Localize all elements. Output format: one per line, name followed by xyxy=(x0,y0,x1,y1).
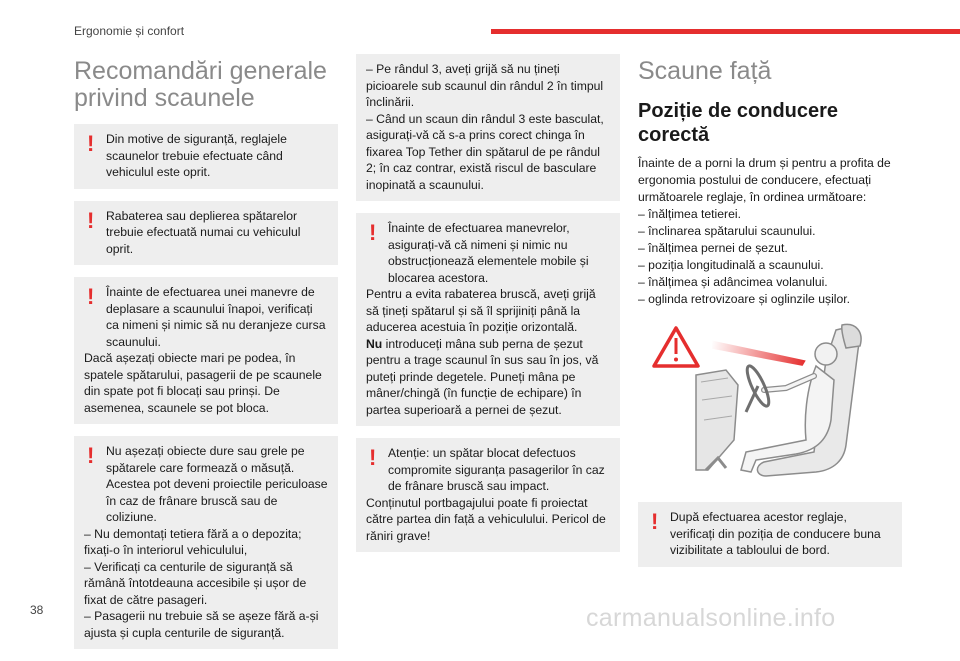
column-2 xyxy=(356,54,620,564)
intro-text: Înainte de a porni la drum și pentru a profita de ergonomia postului de conducere, efectuați următoarele reglaje, în ordinea următoare: xyxy=(638,156,891,204)
watermark: carmanualsonline.info xyxy=(586,604,836,632)
warning-text: După efectuarea acestor reglaje, verificați din poziția de conducere buna vizibilitate a tabloului de bord. xyxy=(670,510,881,557)
warning-triangle-icon xyxy=(654,328,698,366)
warning-box xyxy=(638,502,902,567)
warning-exclamation-icon: ! xyxy=(87,284,95,309)
warning-box xyxy=(356,213,620,426)
list-item: – înălțimea pernei de șezut. xyxy=(638,241,788,255)
warning-text: Înainte de efectuarea unei manevre de deplasare a scaunului înapoi, verificați ca nimeni și nimic să nu deranjeze cursa scaunului. xyxy=(106,285,326,349)
warning-exclamation-icon: ! xyxy=(369,220,377,245)
warning-box xyxy=(74,277,338,424)
list-item: – înclinarea spătarului scaunului. xyxy=(638,224,816,238)
header-accent-bar xyxy=(491,29,960,34)
warning-exclamation-icon: ! xyxy=(87,131,95,156)
list-item: – Când un scaun din rândul 3 este basculat, asigurați-vă că s-a prins corect chinga în fixarea Top Tether din spătarul de pe rândul 2; în caz contrar, există riscul de basculare inopinată a scaunului. xyxy=(366,111,604,192)
section-title-front-seats: Scaune față xyxy=(638,57,772,85)
warning-box xyxy=(356,438,620,552)
warning-exclamation-icon: ! xyxy=(369,445,377,470)
warning-text: Dacă așezați obiecte mari pe podea, în spatele spătarului, pasagerii de pe scaunele din spate pot fi blocați sau prinși. De asemenea, scaunele se pot bloca. xyxy=(84,351,322,415)
warning-exclamation-icon: ! xyxy=(651,509,659,534)
warning-text: Nu așezați obiecte dure sau grele pe spătarele care formează o măsuță. Acestea pot deveni proiectile periculoase în caz de frânare bruscă sau de coliziune. xyxy=(106,444,328,524)
bold-word: Nu xyxy=(366,336,383,351)
warning-box-continued xyxy=(356,54,620,201)
warning-text: Rabaterea sau deplierea spătarelor trebuie efectuată numai cu vehiculul oprit. xyxy=(106,208,301,256)
list-item: – Pasagerii nu trebuie să se așeze fără a-și ajusta și cupla centurile de siguranță. xyxy=(84,609,319,640)
section-title-general: Recomandări generale privind scaunele xyxy=(74,57,327,112)
list-item: – Verificați ca centurile de siguranță să rămână întotdeauna accesibile și ușor de fixat de către pasageri. xyxy=(84,559,307,607)
subsection-title: Poziție de conducere corectă xyxy=(638,100,839,146)
instructions xyxy=(638,155,902,308)
warning-exclamation-icon: ! xyxy=(87,207,95,233)
warning-box xyxy=(74,201,338,266)
header-title: Ergonomie și confort xyxy=(74,24,185,38)
warning-box xyxy=(74,124,338,189)
warning-text: Pentru a evita rabaterea bruscă, aveți grijă să țineți spătarul și să îl sprijiniți până la aducerea acestuia în poziție orizontală. xyxy=(366,287,596,334)
column-3 xyxy=(638,58,902,579)
warning-text: Conținutul portbagajului poate fi proiectat către partea din față a vehiculului. Pericol de răniri grave! xyxy=(366,495,606,543)
list-item: – Nu demontați tetiera fără a o depozita; fixați-o în interiorul vehiculului, xyxy=(84,526,302,557)
list-item: – poziția longitudinală a scaunului. xyxy=(638,258,824,272)
warning-text: Din motive de siguranță, reglajele scaunelor trebuie efectuate când vehiculul este oprit. xyxy=(106,132,287,179)
warning-text: Atenție: un spătar blocat defectuos compromite siguranța pasagerilor în caz de frânare bruscă sau impact. xyxy=(388,446,605,493)
warning-text: Înainte de efectuarea manevrelor, asigurați-vă că nimeni și nimic nu obstrucționează elementele mobile și blocarea acestora. xyxy=(388,221,589,285)
warning-text: introduceți mâna sub perna de șezut pentru a trage scaunul în sus sau în jos, vă puteți prinde degetele. Puneți mâna pe mâner/chingă (în funcție de echipare) în partea superioară a pernei de șezut. xyxy=(366,336,599,417)
warning-exclamation-icon: ! xyxy=(87,443,95,468)
column-1 xyxy=(74,58,338,661)
warning-box xyxy=(74,436,338,649)
list-item: – înălțimea și adâncimea volanului. xyxy=(638,275,828,289)
list-item: – Pe rândul 3, aveți grijă să nu țineți picioarele sub scaunul din rândul 2 în timpul înclinării. xyxy=(366,62,604,109)
list-item: – oglinda retrovizoare și oglinzile ușilor. xyxy=(638,292,851,306)
page-number: 38 xyxy=(30,603,44,617)
list-item: – înălțimea tetierei. xyxy=(638,207,741,221)
driving-position-illustration xyxy=(646,320,876,490)
